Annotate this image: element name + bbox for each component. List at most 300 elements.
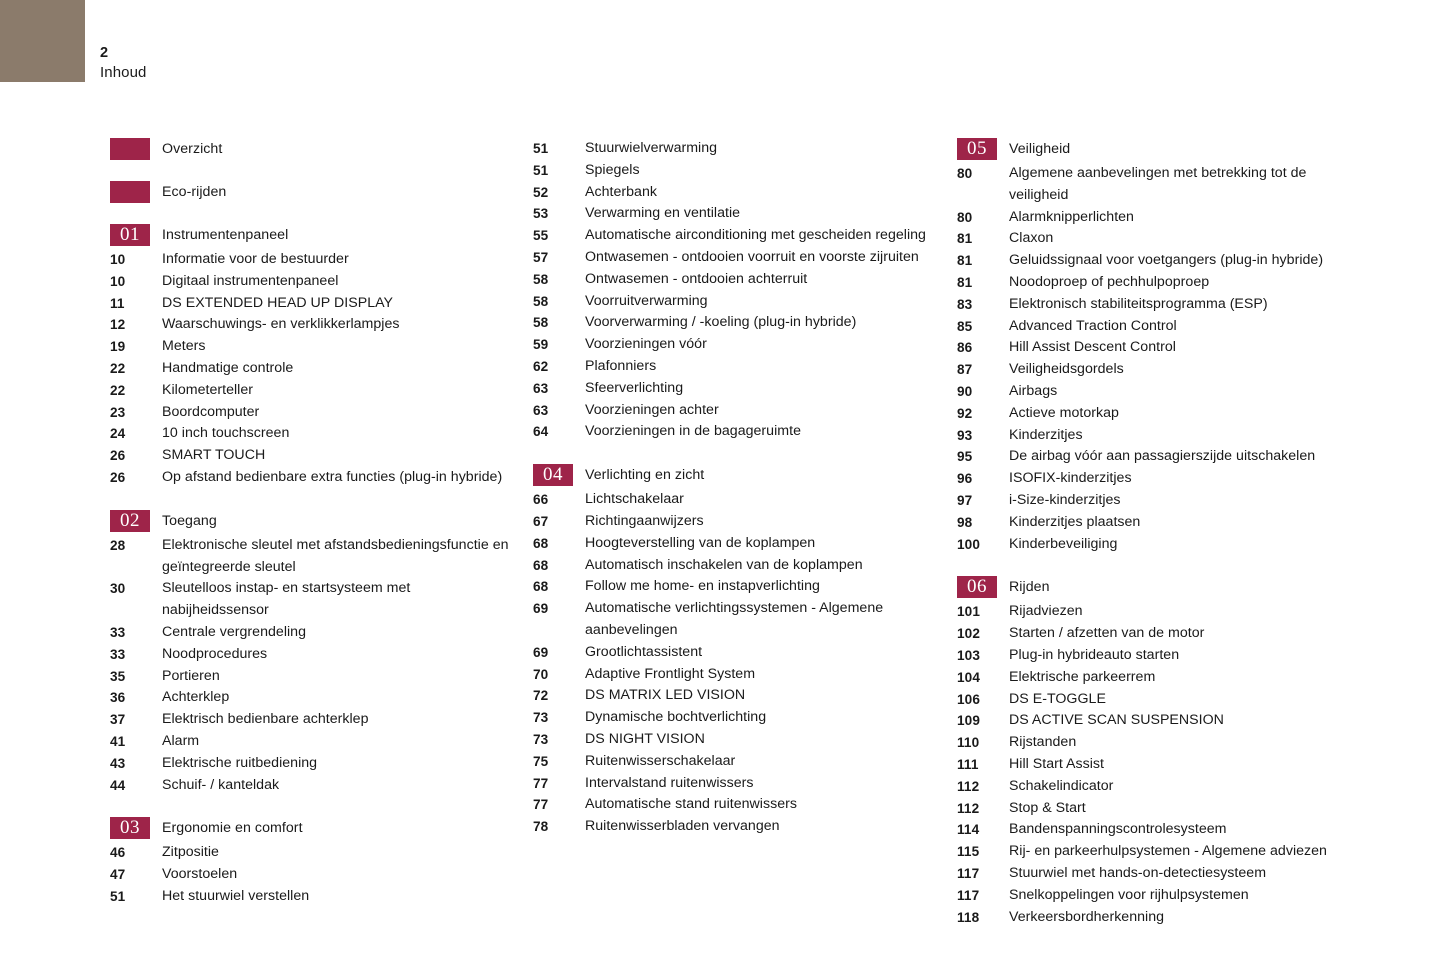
toc-entry-page: 77: [533, 775, 549, 791]
toc-entry-page: 111: [957, 756, 979, 772]
toc-entry-title: Follow me home- en instapverlichting: [585, 578, 820, 595]
toc-section: [110, 817, 510, 907]
toc-entry-page: 62: [533, 358, 549, 374]
toc-entry[interactable]: [957, 798, 1357, 820]
toc-entry-page: 43: [110, 755, 126, 771]
toc-entry-title: Claxon: [1009, 230, 1054, 247]
toc-entry-page: 92: [957, 405, 973, 421]
toc-entry-page: 90: [957, 383, 973, 399]
toc-entry[interactable]: [957, 272, 1357, 294]
toc-entry[interactable]: [533, 421, 933, 443]
toc-entry[interactable]: [957, 907, 1357, 929]
toc-entry-title: Lichtschakelaar: [585, 491, 684, 508]
toc-entry-page: 23: [110, 404, 126, 420]
toc-entry-page: 72: [533, 688, 549, 704]
toc-entry-page: 118: [957, 909, 980, 925]
toc-section: [110, 181, 510, 203]
toc-entry[interactable]: [110, 380, 510, 402]
toc-entry-page: 102: [957, 626, 980, 642]
toc-entry[interactable]: [533, 685, 933, 707]
toc-column-1: [110, 138, 510, 908]
toc-entry[interactable]: [957, 207, 1357, 229]
toc-entry-title: Alarmknipperlichten: [1009, 208, 1134, 225]
toc-entry[interactable]: [533, 533, 933, 555]
toc-entry[interactable]: [533, 182, 933, 204]
toc-entry-title: Digitaal instrumentenpaneel: [162, 272, 339, 289]
toc-entry[interactable]: [957, 863, 1357, 885]
toc-column-2: [533, 138, 933, 838]
toc-entry[interactable]: [957, 163, 1357, 207]
toc-entry-title: Sfeerverlichting: [585, 379, 684, 396]
toc-entry-page: 19: [110, 339, 126, 355]
toc-entry-page: 66: [533, 492, 549, 508]
toc-entry-title: DS EXTENDED HEAD UP DISPLAY: [162, 294, 394, 311]
toc-entry[interactable]: [957, 250, 1357, 272]
toc-entry-page: 86: [957, 340, 973, 356]
toc-entry-page: 24: [110, 426, 126, 442]
section-label: Veiligheid: [1009, 141, 1071, 157]
toc-entry[interactable]: [110, 358, 510, 380]
toc-entry-title: Hoogteverstelling van de koplampen: [585, 534, 816, 551]
toc-entry-title: Spiegels: [585, 161, 640, 178]
toc-entry-title: Voorstoelen: [162, 866, 238, 883]
toc-entry-title: Snelkoppelingen voor rijhulpsystemen: [1009, 886, 1249, 903]
toc-entry-title: Adaptive Frontlight System: [585, 665, 756, 682]
toc-entry-page: 78: [533, 819, 549, 835]
toc-entry-title: Elektronische sleutel met afstandsbedieningsfunctie en geïntegreerde sleutel: [162, 536, 509, 575]
toc-entry-page: 63: [533, 402, 549, 418]
toc-entry[interactable]: [533, 816, 933, 838]
toc-entry-page: 41: [110, 733, 126, 749]
toc-entry[interactable]: [533, 598, 933, 642]
toc-entry[interactable]: [110, 535, 510, 579]
toc-entry[interactable]: [957, 359, 1357, 381]
toc-entry[interactable]: [957, 446, 1357, 468]
toc-entry-title: i-Size-kinderzitjes: [1009, 491, 1121, 508]
toc-entry-title: Verwarming en ventilatie: [585, 205, 741, 222]
toc-entry-title: Intervalstand ruitenwissers: [585, 774, 754, 791]
toc-entry-page: 58: [533, 293, 549, 309]
toc-entry-title: Voorzieningen achter: [585, 401, 719, 418]
section-number: 01: [120, 224, 140, 245]
toc-entry-page: 44: [110, 777, 126, 793]
toc-entry[interactable]: [533, 642, 933, 664]
toc-entry[interactable]: [110, 402, 510, 424]
toc-entry[interactable]: [110, 423, 510, 445]
toc-entry-title: Stuurwiel met hands-on-detectiesysteem: [1009, 864, 1267, 881]
toc-entry[interactable]: [957, 316, 1357, 338]
toc-entry-page: 70: [533, 666, 549, 682]
toc-entry-page: 12: [110, 317, 126, 333]
toc-entry-page: 97: [957, 492, 973, 508]
toc-entry[interactable]: [533, 160, 933, 182]
toc-entry-title: Bandenspanningscontrolesysteem: [1009, 821, 1227, 838]
toc-entry-title: DS ACTIVE SCAN SUSPENSION: [1009, 712, 1224, 729]
toc-entry-page: 106: [957, 691, 980, 707]
toc-section: [533, 464, 933, 838]
toc-entry-page: 81: [957, 253, 973, 269]
toc-entry[interactable]: [110, 886, 510, 908]
toc-entry[interactable]: [533, 511, 933, 533]
toc-entry[interactable]: [110, 842, 510, 864]
toc-entry-title: Sleutelloos instap- en startsysteem met nabijheidssensor: [162, 580, 411, 619]
toc-entry-page: 10: [110, 273, 126, 289]
toc-entry-page: 68: [533, 557, 549, 573]
toc-entry-title: Noodoproep of pechhulpoproep: [1009, 273, 1210, 290]
toc-entry[interactable]: [957, 819, 1357, 841]
toc-entry[interactable]: [110, 271, 510, 293]
toc-entry[interactable]: [957, 732, 1357, 754]
toc-entry-list: [533, 138, 933, 443]
toc-entry-page: 73: [533, 710, 549, 726]
toc-entry-title: Voorruitverwarming: [585, 292, 708, 309]
toc-entry[interactable]: [533, 378, 933, 400]
toc-entry-title: Zitpositie: [162, 844, 219, 861]
toc-entry-page: 63: [533, 380, 549, 396]
toc-entry-page: 67: [533, 513, 549, 529]
toc-entry[interactable]: [957, 490, 1357, 512]
toc-column-3: [957, 138, 1357, 928]
toc-entry-title: Op afstand bedienbare extra functies (plug-in hybride): [162, 468, 503, 485]
toc-entry[interactable]: [110, 314, 510, 336]
toc-entry[interactable]: [957, 403, 1357, 425]
toc-entry-title: DS NIGHT VISION: [585, 730, 705, 747]
toc-entry-title: Het stuurwiel verstellen: [162, 887, 310, 904]
toc-entry-title: Rijstanden: [1009, 734, 1077, 751]
toc-entry[interactable]: [957, 689, 1357, 711]
section-label: Ergonomie en comfort: [162, 820, 303, 837]
section-number: 03: [120, 817, 140, 839]
toc-entry-page: 95: [957, 449, 973, 465]
section-number: 02: [120, 509, 140, 531]
toc-entry-page: 85: [957, 318, 973, 334]
toc-entry[interactable]: [533, 664, 933, 686]
toc-entry-page: 68: [533, 579, 549, 595]
toc-entry[interactable]: [533, 794, 933, 816]
section-number-badge: [110, 510, 150, 532]
toc-entry-title: Kilometerteller: [162, 381, 253, 398]
toc-entry-page: 37: [110, 712, 126, 728]
section-number-badge: [533, 464, 573, 486]
section-number: 04: [543, 464, 563, 486]
toc-entry-page: 26: [110, 469, 126, 485]
toc-entry-page: 98: [957, 514, 973, 530]
toc-entry-page: 11: [110, 295, 125, 311]
toc-entry-page: 28: [110, 537, 126, 553]
toc-section: [110, 510, 510, 797]
toc-entry[interactable]: [110, 666, 510, 688]
toc-entry-page: 117: [957, 865, 980, 881]
toc-entry-title: Elektrische ruitbediening: [162, 754, 318, 771]
toc-entry-page: 80: [957, 166, 973, 181]
toc-entry-page: 52: [533, 184, 549, 200]
toc-entry-title: Verkeersbordherkenning: [1009, 908, 1165, 925]
toc-entry-page: 51: [533, 141, 549, 156]
toc-section-header[interactable]: [110, 138, 510, 160]
toc-entry-title: DS MATRIX LED VISION: [585, 687, 746, 704]
toc-entry[interactable]: [957, 885, 1357, 907]
section-label: Rijden: [1009, 579, 1050, 596]
toc-entry[interactable]: [957, 754, 1357, 776]
section-number-badge: [957, 576, 997, 598]
toc-entry-title: Airbags: [1009, 382, 1058, 399]
toc-entry-page: 58: [533, 315, 549, 331]
toc-entry-title: Geluidssignaal voor voetgangers (plug-in hybride): [1009, 252, 1324, 269]
toc-entry[interactable]: [533, 356, 933, 378]
toc-entry[interactable]: [533, 773, 933, 795]
toc-entry[interactable]: [110, 687, 510, 709]
page-title: Inhoud: [100, 63, 147, 81]
section-label: Eco-rijden: [162, 184, 227, 200]
toc-entry-page: 93: [957, 427, 973, 443]
toc-entry-title: Veiligheidsgordels: [1009, 361, 1124, 378]
toc-entry-title: Alarm: [162, 732, 200, 749]
toc-entry-page: 53: [533, 206, 549, 222]
toc-entry-title: Automatisch inschakelen van de koplampen: [585, 556, 863, 573]
toc-entry-title: Elektronisch stabiliteitsprogramma (ESP): [1009, 295, 1268, 312]
toc-entry-page: 51: [110, 888, 126, 904]
toc-entry[interactable]: [533, 225, 933, 247]
section-marker-badge: [110, 181, 150, 203]
toc-entry-page: 46: [110, 845, 126, 861]
toc-entry-title: SMART TOUCH: [162, 447, 266, 464]
toc-entry-title: Informatie voor de bestuurder: [162, 251, 349, 267]
toc-entry-page: 73: [533, 731, 549, 747]
toc-entry[interactable]: [957, 512, 1357, 534]
section-number-badge: [957, 138, 997, 160]
toc-entry-title: Stop & Start: [1009, 799, 1086, 816]
toc-entry[interactable]: [957, 776, 1357, 798]
toc-entry-page: 57: [533, 249, 549, 265]
toc-section-header[interactable]: [110, 181, 510, 203]
toc-entry-title: Rij- en parkeerhulpsystemen - Algemene adviezen: [1009, 843, 1327, 860]
toc-entry-page: 10: [110, 252, 126, 267]
toc-entry[interactable]: [957, 645, 1357, 667]
toc-entry-list: [110, 842, 510, 907]
toc-section: [110, 224, 510, 489]
toc-entry-title: Ontwasemen - ontdooien voorruit en voorste zijruiten: [585, 248, 919, 265]
toc-entry-title: Dynamische bochtverlichting: [585, 709, 767, 726]
toc-entry-page: 64: [533, 424, 549, 440]
toc-entry-page: 36: [110, 690, 126, 706]
toc-entry-title: Rijadviezen: [1009, 603, 1083, 620]
toc-entry[interactable]: [957, 381, 1357, 403]
toc-entry-title: Automatische airconditioning met gescheiden regeling: [585, 227, 926, 244]
toc-entry-page: 68: [533, 535, 549, 551]
section-label: Overzicht: [162, 141, 223, 157]
toc-entry-title: De airbag vóór aan passagierszijde uitschakelen: [1009, 448, 1316, 465]
toc-entry-title: Elektrisch bedienbare achterklep: [162, 711, 369, 728]
toc-entry[interactable]: [533, 312, 933, 334]
toc-entry-title: Waarschuwings- en verklikkerlampjes: [162, 316, 400, 333]
toc-entry-page: 58: [533, 271, 549, 287]
toc-entry-title: Richtingaanwijzers: [585, 512, 704, 529]
toc-entry[interactable]: [110, 644, 510, 666]
toc-entry[interactable]: [533, 489, 933, 511]
toc-entry[interactable]: [533, 247, 933, 269]
toc-entry-title: Plafonniers: [585, 357, 657, 374]
toc-section: [110, 138, 510, 160]
toc-entry-page: 55: [533, 228, 549, 244]
toc-entry-list: [957, 601, 1357, 928]
toc-entry-page: 33: [110, 646, 126, 662]
toc-entry-title: Centrale vergrendeling: [162, 623, 306, 640]
toc-entry-title: Noodprocedures: [162, 645, 268, 662]
toc-entry-title: Ruitenwisserschakelaar: [585, 752, 736, 769]
toc-entry-page: 69: [533, 601, 549, 617]
toc-entry-page: 47: [110, 867, 126, 883]
toc-entry[interactable]: [957, 601, 1357, 623]
toc-entry-page: 101: [957, 604, 980, 620]
toc-entry-title: Kinderzitjes: [1009, 426, 1083, 443]
toc-entry-title: Grootlichtassistent: [585, 643, 703, 660]
toc-entry[interactable]: [957, 228, 1357, 250]
toc-section-header[interactable]: [533, 464, 933, 486]
toc-entry[interactable]: [110, 709, 510, 731]
toc-entry[interactable]: [957, 425, 1357, 447]
toc-entry[interactable]: [957, 534, 1357, 556]
toc-entry[interactable]: [533, 400, 933, 422]
toc-entry[interactable]: [533, 576, 933, 598]
toc-section-header[interactable]: [110, 817, 510, 839]
toc-entry-title: Achterklep: [162, 689, 230, 706]
toc-entry[interactable]: [110, 578, 510, 622]
toc-entry-title: Meters: [162, 338, 206, 355]
toc-entry-page: 30: [110, 581, 126, 597]
toc-entry-title: Advanced Traction Control: [1009, 317, 1177, 334]
section-number: 05: [967, 138, 987, 159]
toc-section: [957, 138, 1357, 555]
toc-entry-title: Algemene aanbevelingen met betrekking tot de veiligheid: [1009, 165, 1307, 203]
toc-entry[interactable]: [110, 753, 510, 775]
toc-section-header[interactable]: [957, 576, 1357, 598]
toc-section: [533, 138, 933, 443]
section-label: Instrumentenpaneel: [162, 227, 289, 243]
toc-entry[interactable]: [957, 337, 1357, 359]
toc-entry[interactable]: [957, 667, 1357, 689]
toc-entry[interactable]: [110, 293, 510, 315]
toc-entry-title: Voorzieningen vóór: [585, 336, 707, 353]
toc-entry-title: Voorzieningen in de bagageruimte: [585, 423, 801, 440]
toc-entry-page: 51: [533, 162, 549, 178]
toc-entry-page: 22: [110, 360, 126, 376]
toc-entry-title: Hill Assist Descent Control: [1009, 339, 1176, 356]
toc-entry-title: Plug-in hybrideauto starten: [1009, 646, 1180, 663]
toc-entry-title: Portieren: [162, 667, 220, 684]
toc-entry[interactable]: [957, 294, 1357, 316]
toc-section: [957, 576, 1357, 928]
toc-entry[interactable]: [957, 468, 1357, 490]
toc-entry-page: 35: [110, 668, 126, 684]
section-label: Toegang: [162, 512, 217, 529]
toc-entry[interactable]: [533, 334, 933, 356]
toc-entry[interactable]: [110, 336, 510, 358]
toc-entry-page: 100: [957, 536, 980, 552]
toc-entry-page: 77: [533, 797, 549, 813]
toc-entry-title: Kinderbeveiliging: [1009, 535, 1118, 552]
toc-entry-page: 83: [957, 296, 973, 312]
toc-entry[interactable]: [533, 707, 933, 729]
toc-entry-page: 104: [957, 669, 980, 685]
toc-entry-list: [533, 489, 933, 838]
toc-entry-page: 75: [533, 753, 549, 769]
toc-entry[interactable]: [110, 775, 510, 797]
page-number: 2: [100, 45, 109, 61]
toc-entry-title: Kinderzitjes plaatsen: [1009, 513, 1141, 530]
toc-entry[interactable]: [533, 291, 933, 313]
toc-entry[interactable]: [533, 138, 933, 160]
toc-entry-page: 69: [533, 644, 549, 660]
toc-entry-title: DS E-TOGGLE: [1009, 690, 1106, 707]
toc-entry[interactable]: [110, 445, 510, 467]
toc-entry-title: Boordcomputer: [162, 403, 260, 420]
toc-entry[interactable]: [957, 841, 1357, 863]
toc-section-header[interactable]: [110, 224, 510, 246]
toc-entry-title: Schakelindicator: [1009, 777, 1114, 794]
toc-entry-page: 103: [957, 647, 980, 663]
toc-entry-page: 81: [957, 231, 973, 247]
toc-entry-page: 112: [957, 778, 980, 794]
toc-entry-title: 10 inch touchscreen: [162, 425, 290, 442]
toc-entry[interactable]: [533, 203, 933, 225]
toc-entry-title: Ontwasemen - ontdooien achterruit: [585, 270, 808, 287]
toc-entry[interactable]: [533, 751, 933, 773]
toc-entry[interactable]: [533, 269, 933, 291]
toc-entry-page: 26: [110, 448, 126, 464]
toc-entry-page: 112: [957, 800, 980, 816]
toc-section-header[interactable]: [110, 510, 510, 532]
toc-entry-title: Achterbank: [585, 183, 657, 200]
toc-section-header[interactable]: [957, 138, 1357, 160]
toc-entry-page: 114: [957, 822, 980, 838]
toc-entry-page: 87: [957, 362, 973, 378]
toc-entry[interactable]: [110, 864, 510, 886]
toc-entry[interactable]: [110, 249, 510, 271]
toc-entry-page: 96: [957, 471, 973, 487]
decorative-corner-block: [0, 0, 85, 82]
page-header: [100, 44, 146, 82]
toc-entry-title: Handmatige controle: [162, 359, 294, 376]
toc-entry-title: Automatische stand ruitenwissers: [585, 796, 797, 813]
toc-entry-title: Voorverwarming / -koeling (plug-in hybride): [585, 314, 857, 331]
section-number-badge: [110, 817, 150, 839]
toc-entry[interactable]: [110, 731, 510, 753]
section-label: Verlichting en zicht: [585, 467, 705, 484]
toc-entry-page: 80: [957, 209, 973, 225]
toc-entry[interactable]: [957, 623, 1357, 645]
toc-entry-page: 109: [957, 713, 980, 729]
toc-entry-page: 117: [957, 887, 980, 903]
toc-entry-page: 59: [533, 337, 549, 353]
toc-entry-title: Starten / afzetten van de motor: [1009, 625, 1205, 642]
toc-entry-title: ISOFIX-kinderzitjes: [1009, 470, 1132, 487]
toc-entry[interactable]: [110, 467, 510, 489]
toc-entry[interactable]: [533, 729, 933, 751]
toc-entry-page: 33: [110, 624, 126, 640]
toc-entry-title: Stuurwielverwarming: [585, 140, 718, 156]
toc-entry-page: 81: [957, 274, 973, 290]
section-number-badge: [110, 224, 150, 246]
toc-entry-title: Schuif- / kanteldak: [162, 776, 280, 793]
toc-entry[interactable]: [110, 622, 510, 644]
toc-entry-title: Automatische verlichtingssystemen - Algemene aanbevelingen: [585, 600, 884, 638]
toc-entry[interactable]: [533, 555, 933, 577]
toc-entry-title: Elektrische parkeerrem: [1009, 668, 1156, 685]
toc-entry-list: [957, 163, 1357, 555]
section-marker-badge: [110, 138, 150, 160]
toc-entry[interactable]: [957, 710, 1357, 732]
toc-entry-title: Actieve motorkap: [1009, 404, 1119, 421]
